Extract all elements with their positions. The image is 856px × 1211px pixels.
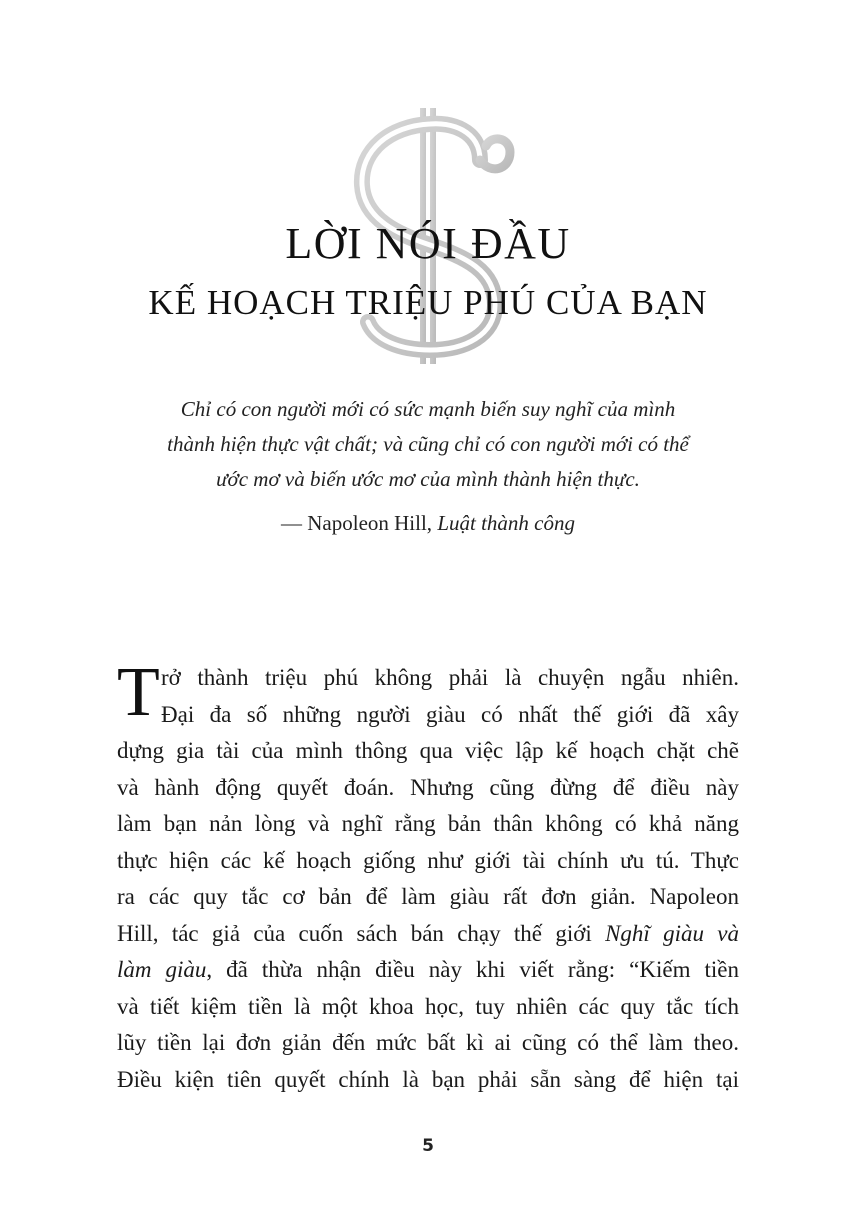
body-text-run: Hill, tác giả của cuốn sách bán chạy thế giới bbox=[117, 920, 606, 946]
body-line bbox=[117, 1025, 739, 1062]
body-text-run: ra các quy tắc cơ bản để làm giàu rất đơn giản. Napoleon bbox=[117, 884, 739, 909]
italic-text: Nghĩ giàu và bbox=[605, 920, 739, 946]
body-line bbox=[117, 1062, 739, 1099]
chapter-title: LỜI NÓI ĐẦU bbox=[285, 219, 571, 268]
body-text-run: Điều kiện tiên quyết chính là bạn phải sẵn sàng để hiện tại bbox=[117, 1066, 739, 1092]
italic-text: làm giàu bbox=[117, 957, 207, 982]
body-line bbox=[117, 733, 739, 770]
drop-cap: T bbox=[117, 654, 160, 731]
body-line bbox=[117, 989, 739, 1026]
epigraph-line: thành hiện thực vật chất; và cũng chỉ có con người mới có thể bbox=[167, 432, 689, 456]
body-text-run: lũy tiền lại đơn giản đến mức bất kì ai cũng có thể làm theo. bbox=[117, 1030, 739, 1055]
epigraph-attribution bbox=[120, 508, 736, 538]
body-text-run: rở thành triệu phú không phải là chuyện ngẫu nhiên. bbox=[161, 665, 739, 690]
attribution-author: — Napoleon Hill, bbox=[281, 511, 438, 535]
epigraph-line: ước mơ và biến ước mơ của mình thành hiện thực. bbox=[216, 467, 640, 491]
attribution-work: Luật thành công bbox=[437, 511, 575, 535]
epigraph bbox=[120, 392, 736, 497]
body-text-run: dựng gia tài của mình thông qua việc lập kế hoạch chặt chẽ bbox=[117, 738, 739, 763]
body-line bbox=[117, 806, 739, 843]
body-line bbox=[117, 660, 739, 697]
body-line bbox=[117, 879, 739, 916]
body-line bbox=[117, 916, 739, 953]
epigraph-line: Chỉ có con người mới có sức mạnh biến suy nghĩ của mình bbox=[180, 397, 676, 421]
chapter-subtitle: KẾ HOẠCH TRIỆU PHÚ CỦA BẠN bbox=[148, 283, 708, 322]
body-paragraph bbox=[117, 654, 739, 1098]
body-line bbox=[117, 770, 739, 807]
body-text-run: Đại đa số những người giàu có nhất thế giới đã xây bbox=[161, 701, 739, 727]
body-line bbox=[117, 843, 739, 880]
page-number: 5 bbox=[422, 1136, 434, 1156]
body-line bbox=[117, 952, 739, 989]
body-text-run: thực hiện các kế hoạch giống như giới tài chính ưu tú. Thực bbox=[117, 847, 739, 873]
body-text-run: làm bạn nản lòng và nghĩ rằng bản thân không có khả năng bbox=[117, 811, 739, 836]
body-text-run: và hành động quyết đoán. Nhưng cũng đừng để điều này bbox=[117, 774, 739, 800]
body-text-run: , đã thừa nhận điều này khi viết rằng: “Kiếm tiền bbox=[206, 957, 739, 982]
body-line bbox=[117, 697, 739, 734]
body-text-run: và tiết kiệm tiền là một khoa học, tuy nhiên các quy tắc tích bbox=[117, 993, 739, 1019]
